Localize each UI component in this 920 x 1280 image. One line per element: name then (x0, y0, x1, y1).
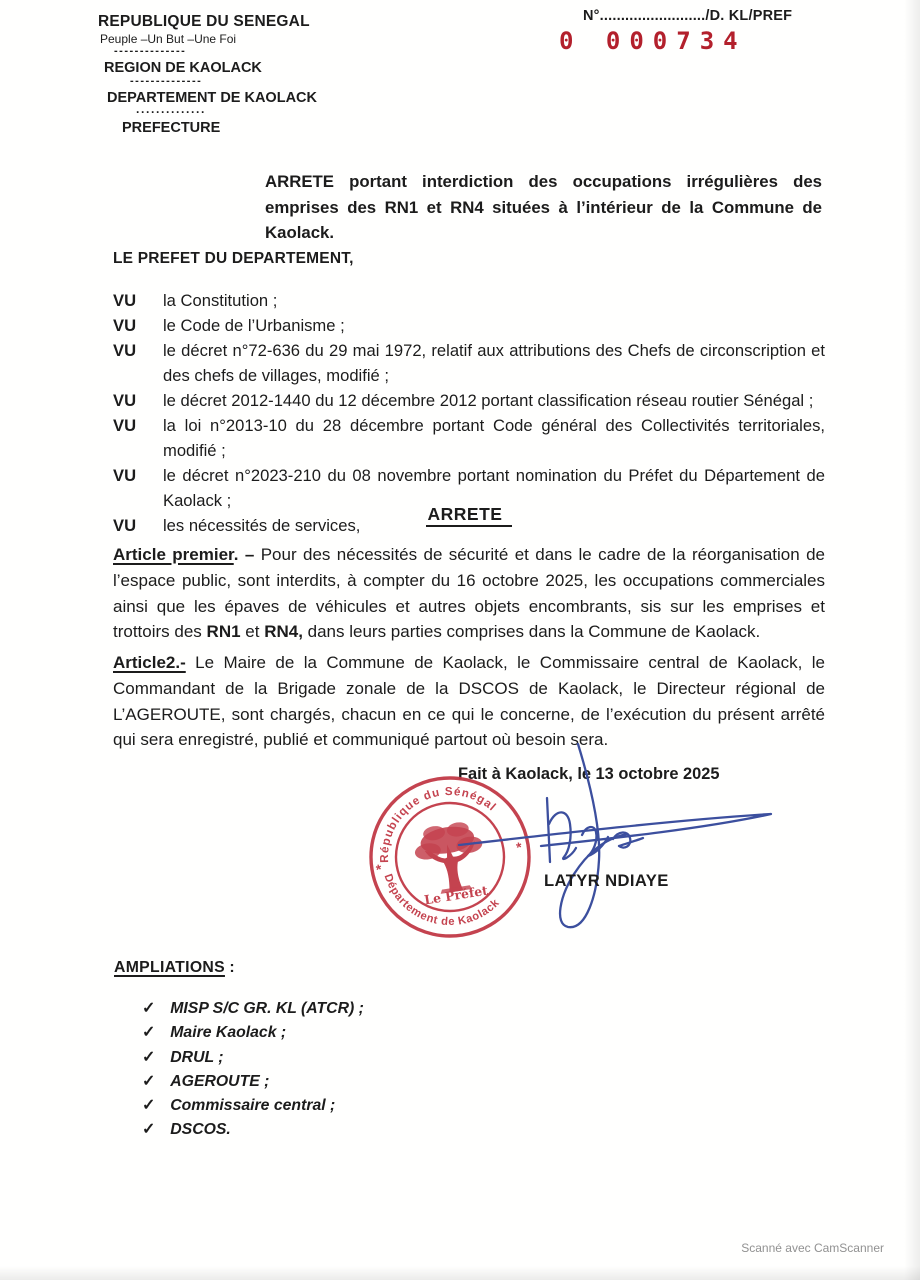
article-1-body-end: dans leurs parties comprises dans la Commune de Kaolack. (302, 622, 761, 642)
ampliations-heading (114, 959, 235, 977)
article-1-conjunction: et (240, 622, 265, 642)
article-1-label: Article premier (113, 545, 234, 564)
check-icon: ✓ (142, 1000, 156, 1017)
vu-item (113, 413, 825, 463)
ampliation-item (142, 997, 364, 1021)
national-motto: Peuple –Un But –Une Foi (100, 32, 237, 47)
region-name: REGION DE KAOLACK (104, 60, 262, 77)
vu-label: VU (113, 416, 137, 435)
stamp-center-text: Le Préfet (423, 882, 489, 908)
ampliations-heading-text: AMPLIATIONS (114, 959, 225, 976)
vu-text: la Constitution ; (163, 291, 278, 310)
stamp-top-text: République du Sénégal (377, 784, 499, 863)
vu-label: VU (113, 516, 137, 535)
vu-item (113, 288, 825, 313)
stamp-left-star: * (374, 860, 383, 878)
vu-item (113, 313, 825, 338)
check-icon: ✓ (142, 1097, 156, 1115)
registry-stamp-number: 0 000734 (559, 27, 747, 55)
vu-text: le décret n°2023-210 du 08 novembre portant nomination du Préfet du Département de Kaolack ; (163, 466, 825, 510)
vu-text: le Code de l’Urbanisme ; (163, 316, 345, 335)
article-1-body: Pour des nécessités de sécurité et dans le cadre de la réorganisation de l’espace public, sont interdits, à compter du 16 octobre 2025, les occupations commerciales ainsi que les épaves de véhicules et autres objets encombrants, sis sur les emprises et trottoirs des (113, 545, 826, 642)
arrete-section-heading (113, 504, 825, 525)
vu-item (113, 388, 825, 413)
ampliation-item (142, 1046, 364, 1070)
department-name: DEPARTEMENT DE KAOLACK (107, 90, 317, 107)
article-2 (113, 650, 825, 753)
ampliation-item (142, 1094, 364, 1118)
vu-label: VU (113, 316, 137, 335)
ampliation-item (142, 1021, 364, 1045)
stamp-bottom-text: Département de Kaolack (381, 872, 503, 929)
separator-line: -------------- (130, 75, 203, 88)
ampliation-text: Maire Kaolack ; (170, 1024, 287, 1042)
vu-text: le décret n°72-636 du 29 mai 1972, relatif aux attributions des Chefs de circonscription et des chefs de villages, modifié ; (163, 341, 825, 385)
vu-label: VU (113, 391, 137, 410)
ampliation-text: MISP S/C GR. KL (ATCR) ; (170, 1000, 364, 1017)
ampliation-text: AGEROUTE ; (170, 1072, 270, 1090)
check-icon: ✓ (142, 1024, 156, 1042)
rn4-highlight: RN4, (264, 622, 303, 642)
check-icon: ✓ (142, 1072, 156, 1090)
vu-text: le décret 2012-1440 du 12 décembre 2012 portant classification réseau routier Sénégal ; (163, 391, 814, 410)
signer-name: LATYR NDIAYE (544, 871, 669, 890)
ampliation-text: Commissaire central ; (170, 1097, 336, 1115)
article-1-separator: . – (233, 545, 261, 564)
ampliation-text: DRUL ; (170, 1048, 224, 1066)
place-date-line: Fait à Kaolack, le 13 octobre 2025 (458, 765, 720, 783)
check-icon: ✓ (142, 1048, 156, 1066)
separator-line: ·············· (136, 105, 206, 120)
vu-label: VU (113, 291, 137, 310)
article-2-body: Le Maire de la Commune de Kaolack, le Commissaire central de Kaolack, le Commandant de la Brigade zonale de la DSCOS de Kaolack, le Directeur régional de L’AGEROUTE, sont chargés, chacun en ce qui le concerne, de l’exécution du présent arrêté qui sera enregistré, publié et communiqué partout où besoin sera. (113, 653, 825, 750)
ampliation-item (142, 1070, 364, 1094)
issuer-line: LE PREFET DU DEPARTEMENT, (113, 250, 354, 267)
check-icon: ✓ (142, 1121, 156, 1139)
rn1-highlight: RN1 (206, 622, 241, 642)
vu-text: la loi n°2013-10 du 28 décembre portant Code général des Collectivités territoriales, modifié ; (163, 416, 825, 460)
reference-block (559, 8, 793, 55)
arrete-heading-text: ARRETE (426, 504, 513, 527)
ampliations-list (142, 997, 364, 1143)
vu-text: les nécessités de services, (163, 516, 361, 535)
separator-line: -------------- (114, 45, 187, 58)
prefecture-label: PREFECTURE (122, 120, 221, 137)
ampliation-item (142, 1118, 364, 1142)
ampliation-text: DSCOS. (170, 1121, 231, 1139)
document-title: ARRETE portant interdiction des occupations irrégulières des emprises des RN1 et RN4 situées à l’intérieur de la Commune de Kaolack. (265, 172, 822, 242)
country-name: REPUBLIQUE DU SENEGAL (98, 13, 310, 30)
reference-number-line: N°........................./D. KL/PREF (583, 8, 793, 24)
stamp-right-star: * (515, 838, 523, 856)
vu-label: VU (113, 341, 137, 360)
article-2-label: Article2.- (113, 653, 186, 672)
vu-label: VU (113, 466, 137, 485)
prefecture-round-stamp-icon (353, 760, 548, 955)
vu-considerations-list (113, 288, 825, 538)
ampliations-colon: : (224, 959, 235, 976)
article-1 (113, 542, 825, 645)
vu-item (113, 338, 825, 388)
letterhead (98, 12, 317, 137)
scanner-credit: Scanné avec CamScanner (741, 1241, 884, 1255)
